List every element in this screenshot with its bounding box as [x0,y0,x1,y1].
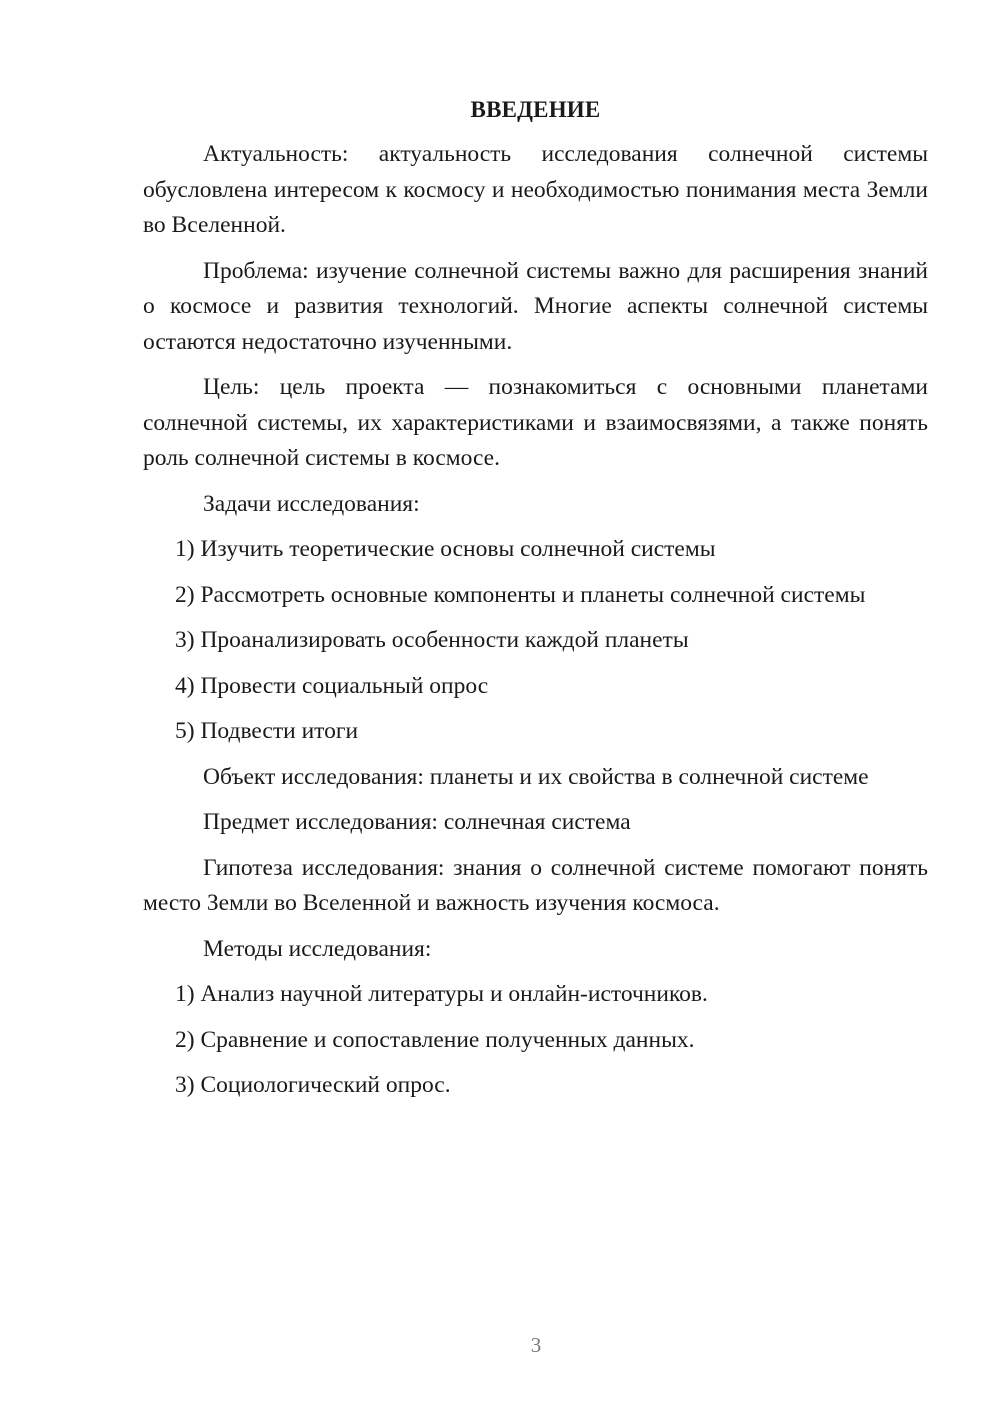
task-item: 3) Проанализировать особенности каждой планеты [175,627,689,653]
page-number: 3 [530,1333,542,1357]
tasks-list [143,532,928,750]
object-paragraph: Объект исследования: планеты и их свойства в солнечной системе [203,763,869,790]
problem-paragraph: Проблема: изучение солнечной системы важно для расширения знаний о космосе и развития технологий. Многие аспекты солнечной системы остаются недостаточно изученными. [143,257,928,355]
methods-list [143,977,928,1104]
method-item: 1) Анализ научной литературы и онлайн-источников. [175,981,708,1007]
tasks-heading: Задачи исследования: [203,490,420,517]
task-item: 1) Изучить теоретические основы солнечной системы [175,536,716,562]
task-item: 5) Подвести итоги [175,718,359,744]
task-item: 2) Рассмотреть основные компоненты и планеты солнечной системы [175,581,866,608]
page-title: ВВЕДЕНИЕ [470,97,601,122]
method-item: 3) Социологический опрос. [175,1072,451,1098]
goal-paragraph: Цель: цель проекта — познакомиться с основными планетами солнечной системы, их характеристиками и взаимосвязями, а также понять роль солнечной системы в космосе. [143,374,928,471]
subject-paragraph: Предмет исследования: солнечная система [203,809,631,835]
task-item: 4) Провести социальный опрос [175,672,489,699]
page-content [143,92,928,1114]
relevance-paragraph: Актуальность: актуальность исследования солнечной системы обусловлена интересом к космосу и необходимостью понимания места Земли во Вселенной. [143,141,928,238]
methods-heading: Методы исследования: [203,935,432,962]
method-item: 2) Сравнение и сопоставление полученных данных. [175,1026,695,1053]
hypothesis-paragraph: Гипотеза исследования: знания о солнечной системе помогают понять место Земли во Вселенной и важность изучения космоса. [143,854,928,916]
